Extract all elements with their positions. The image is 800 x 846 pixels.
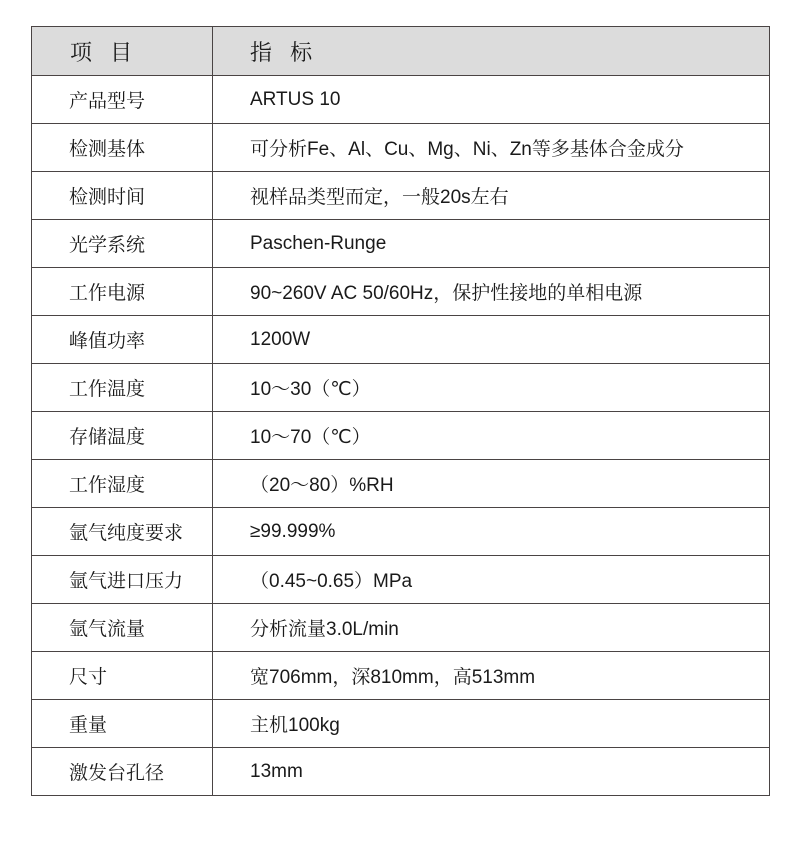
table-row bbox=[32, 556, 770, 604]
row-item-optical-system: 光学系统 bbox=[32, 220, 213, 268]
row-item-operating-temp: 工作温度 bbox=[32, 364, 213, 412]
table-row bbox=[32, 316, 770, 364]
table-header bbox=[32, 27, 770, 76]
table-row bbox=[32, 604, 770, 652]
spec-table bbox=[31, 26, 770, 796]
row-spec-dimensions: 宽706mm，深810mm，高513mm bbox=[213, 652, 770, 700]
header-row bbox=[32, 27, 770, 76]
row-spec-matrix: 可分析Fe、Al、Cu、Mg、Ni、Zn等多基体合金成分 bbox=[213, 124, 770, 172]
table-row bbox=[32, 124, 770, 172]
table-row bbox=[32, 700, 770, 748]
row-spec-model: ARTUS 10 bbox=[213, 76, 770, 124]
row-item-power-supply: 工作电源 bbox=[32, 268, 213, 316]
table-row bbox=[32, 412, 770, 460]
table-row bbox=[32, 652, 770, 700]
table-body bbox=[32, 76, 770, 796]
row-item-matrix: 检测基体 bbox=[32, 124, 213, 172]
row-item-aperture: 激发台孔径 bbox=[32, 748, 213, 796]
row-item-storage-temp: 存储温度 bbox=[32, 412, 213, 460]
row-spec-peak-power: 1200W bbox=[213, 316, 770, 364]
row-spec-argon-flow: 分析流量3.0L/min bbox=[213, 604, 770, 652]
table-row bbox=[32, 76, 770, 124]
table-row bbox=[32, 220, 770, 268]
row-item-detection-time: 检测时间 bbox=[32, 172, 213, 220]
table-row bbox=[32, 268, 770, 316]
row-item-model: 产品型号 bbox=[32, 76, 213, 124]
header-item: 项 目 bbox=[32, 27, 213, 76]
row-spec-storage-temp: 10～70（℃） bbox=[213, 412, 770, 460]
row-spec-aperture: 13mm bbox=[213, 748, 770, 796]
row-spec-optical-system: Paschen-Runge bbox=[213, 220, 770, 268]
table-row bbox=[32, 460, 770, 508]
row-item-argon-pressure: 氩气进口压力 bbox=[32, 556, 213, 604]
row-item-argon-purity: 氩气纯度要求 bbox=[32, 508, 213, 556]
table-row bbox=[32, 508, 770, 556]
row-spec-weight: 主机100kg bbox=[213, 700, 770, 748]
row-item-dimensions: 尺寸 bbox=[32, 652, 213, 700]
row-item-argon-flow: 氩气流量 bbox=[32, 604, 213, 652]
row-spec-argon-purity: ≥99.999% bbox=[213, 508, 770, 556]
row-spec-power-supply: 90~260V AC 50/60Hz，保护性接地的单相电源 bbox=[213, 268, 770, 316]
row-spec-humidity: （20～80）%RH bbox=[213, 460, 770, 508]
header-spec: 指 标 bbox=[213, 27, 770, 76]
table-row bbox=[32, 364, 770, 412]
row-item-humidity: 工作湿度 bbox=[32, 460, 213, 508]
row-spec-operating-temp: 10～30（℃） bbox=[213, 364, 770, 412]
row-item-peak-power: 峰值功率 bbox=[32, 316, 213, 364]
table-row bbox=[32, 172, 770, 220]
row-spec-argon-pressure: （0.45~0.65）MPa bbox=[213, 556, 770, 604]
row-spec-detection-time: 视样品类型而定，一般20s左右 bbox=[213, 172, 770, 220]
table-row bbox=[32, 748, 770, 796]
row-item-weight: 重量 bbox=[32, 700, 213, 748]
